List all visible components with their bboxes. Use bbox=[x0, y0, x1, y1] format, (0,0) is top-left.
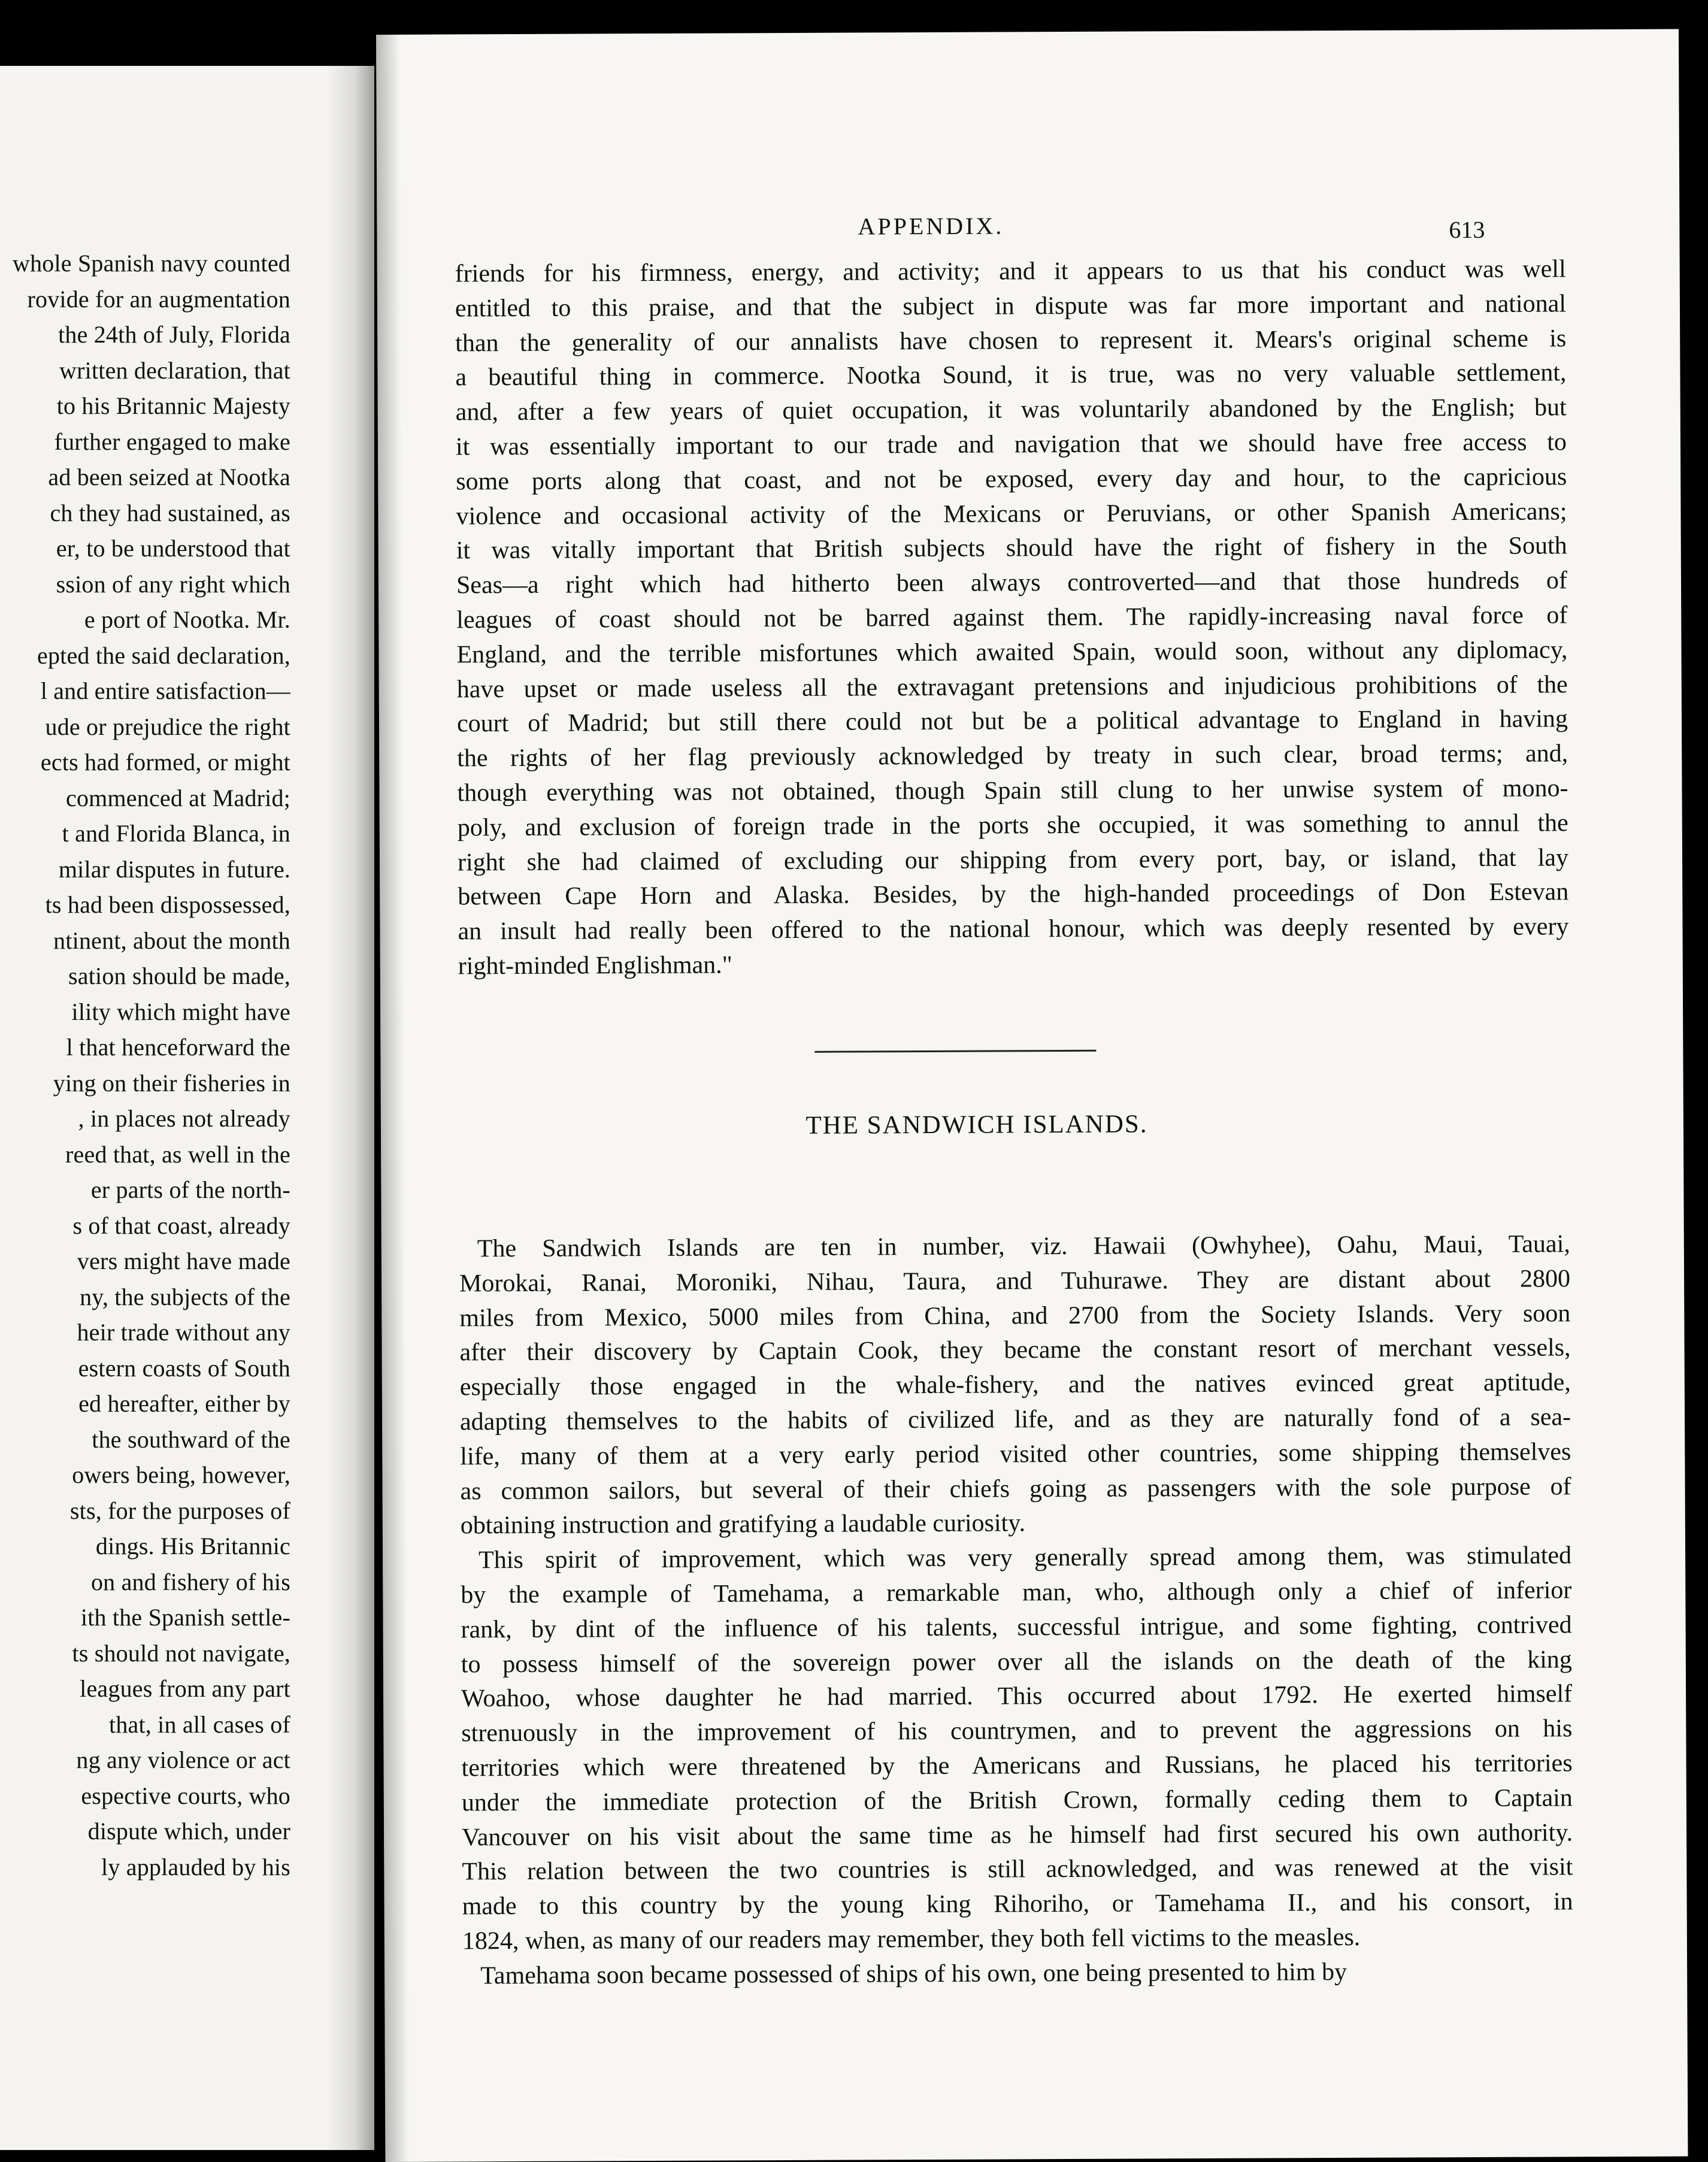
text-line: adapting themselves to the habits of civilized life, and as they are naturally fond of a sea- bbox=[460, 1403, 1571, 1436]
quotation-paragraph bbox=[455, 252, 1569, 984]
left-page-line: sts, for the purposes of bbox=[69, 1497, 290, 1524]
text-line: between Cape Horn and Alaska. Besides, by the high-handed proceedings of Don Estevan bbox=[458, 878, 1569, 911]
text-line: an insult had really been offered to the national honour, which was deeply resented by every bbox=[458, 913, 1569, 946]
left-page-line: the 24th of July, Florida bbox=[58, 321, 290, 348]
text-line: court of Madrid; but still there could not but be a political advantage to England in having bbox=[456, 705, 1568, 738]
left-page-line: er parts of the north- bbox=[90, 1176, 290, 1203]
text-line: violence and occasional activity of the Mexicans or Peruvians, or other Spanish Americans; bbox=[456, 497, 1567, 531]
left-page-line: ad been seized at Nootka bbox=[48, 464, 290, 490]
left-page-line: further engaged to make bbox=[54, 428, 290, 455]
left-page-line: , in places not already bbox=[78, 1105, 290, 1132]
text-line: strenuously in the improvement of his countrymen, and to prevent the aggressions on his bbox=[461, 1715, 1573, 1748]
text-line: Seas—a right which had hitherto been always controverted—and that those hundreds of bbox=[456, 567, 1568, 599]
left-page-line: ts should not navigate, bbox=[72, 1639, 290, 1667]
left-page-line: commenced at Madrid; bbox=[66, 784, 290, 811]
left-page-line: ssion of any right which bbox=[56, 570, 290, 598]
text-line: the rights of her flag previously acknowledged by treaty in such clear, broad terms; and, bbox=[457, 740, 1568, 773]
left-page-line: ch they had sustained, as bbox=[50, 499, 290, 526]
text-line: leagues of coast should not be barred against them. The rapidly-increasing naval force of bbox=[456, 601, 1568, 634]
left-page-line: ntinent, about the month bbox=[53, 926, 290, 954]
left-page-text bbox=[0, 246, 290, 1885]
text-line: to possess himself of the sovereign power over all the islands on the death of the king bbox=[461, 1645, 1572, 1678]
text-line: some ports along that coast, and not be exposed, every day and hour, to the capricious bbox=[456, 463, 1567, 496]
left-page-line: the southward of the bbox=[92, 1425, 290, 1453]
text-line: it was vitally important that British subjects should have the right of fishery in the South bbox=[456, 532, 1567, 565]
text-line: This spirit of improvement, which was very generally spread among them, was stimulated bbox=[479, 1542, 1572, 1574]
left-page-line: ility which might have bbox=[71, 998, 290, 1025]
page-number: 613 bbox=[1449, 216, 1485, 244]
left-page-line: er, to be understood that bbox=[56, 535, 290, 562]
left-page-line: reed that, as well in the bbox=[65, 1140, 290, 1168]
left-page-line: that, in all cases of bbox=[109, 1710, 290, 1738]
left-page-line: heir trade without any bbox=[77, 1319, 290, 1346]
text-line: life, many of them at a very early period visited other countries, some shipping themselves bbox=[460, 1438, 1571, 1471]
text-line: Morokai, Ranai, Moroniki, Nihau, Taura, and Tuhurawe. They are distant about 2800 bbox=[459, 1265, 1571, 1298]
left-page-line: s of that coast, already bbox=[72, 1212, 290, 1239]
text-line: though everything was not obtained, though Spain still clung to her unwise system of mono- bbox=[457, 774, 1568, 807]
text-line: it was essentially important to our trade and navigation that we should have free access to bbox=[455, 428, 1567, 461]
gutter-shadow bbox=[326, 66, 374, 2150]
text-line: and, after a few years of quiet occupation, it was voluntarily abandoned by the English; but bbox=[455, 393, 1567, 426]
left-page-line: estern coasts of South bbox=[78, 1354, 290, 1382]
left-page-line: ying on their fisheries in bbox=[53, 1069, 290, 1097]
left-page-line: ly applauded by his bbox=[101, 1853, 290, 1881]
left-page-line: to his Britannic Majesty bbox=[56, 392, 290, 419]
left-page-line: written declaration, that bbox=[59, 356, 290, 384]
left-page-line: e port of Nootka. Mr. bbox=[84, 606, 290, 633]
left-page bbox=[0, 66, 374, 2150]
left-page-line: dings. His Britannic bbox=[95, 1533, 290, 1560]
text-line: Tamehama soon became possessed of ships of his own, one being presented to him by bbox=[480, 1958, 1347, 1990]
page-edge bbox=[376, 35, 409, 2162]
text-line: right she had claimed of excluding our shipping from every port, bay, or island, that lay bbox=[457, 843, 1569, 876]
section-body bbox=[459, 1227, 1574, 1994]
section-title: THE SANDWICH ISLANDS. bbox=[805, 1110, 1148, 1140]
left-page-line: ith the Spanish settle- bbox=[80, 1604, 290, 1631]
text-line: Woahoo, whose daughter he had married. This occurred about 1792. He exerted himself bbox=[461, 1680, 1573, 1713]
left-page-line: espective courts, who bbox=[81, 1782, 290, 1809]
left-page-line: ects had formed, or might bbox=[40, 749, 290, 776]
section-divider bbox=[814, 1050, 1096, 1053]
text-line: a beautiful thing in commerce. Nootka Sound, it is true, was no very valuable settlement, bbox=[455, 359, 1567, 392]
text-line: have upset or made useless all the extravagant pretensions and injudicious prohibitions of the bbox=[456, 670, 1568, 703]
left-page-line: l and entire satisfaction— bbox=[40, 677, 290, 704]
left-page-line: ny, the subjects of the bbox=[80, 1283, 290, 1310]
left-page-line: vers might have made bbox=[77, 1247, 290, 1274]
left-page-line: rovide for an augmentation bbox=[27, 285, 290, 313]
text-line: miles from Mexico, 5000 miles from China, and 2700 from the Society Islands. Very soon bbox=[459, 1299, 1571, 1333]
left-page-line: ed hereafter, either by bbox=[78, 1390, 290, 1417]
text-line: 1824, when, as many of our readers may remember, they both fell victims to the measles. bbox=[462, 1923, 1361, 1955]
text-line: poly, and exclusion of foreign trade in the ports she occupied, it was something to annul the bbox=[457, 809, 1568, 842]
text-line: than the generality of our annalists have chosen to represent it. Mears's original scheme is bbox=[455, 324, 1567, 358]
text-line: Vancouver on his visit about the same time as he himself had first secured his own authority. bbox=[462, 1818, 1573, 1851]
text-line: rank, by dint of the influence of his talents, successful intrigue, and some fighting, contrived bbox=[461, 1611, 1572, 1644]
left-page-line: epted the said declaration, bbox=[37, 641, 290, 669]
text-line: under the immediate protection of the British Crown, formally ceding them to Captain bbox=[461, 1784, 1573, 1817]
left-page-line: ts had been dispossessed, bbox=[45, 891, 290, 918]
running-head: APPENDIX. bbox=[858, 212, 1004, 240]
text-line: as common sailors, but several of their chiefs going as passengers with the sole purpose of bbox=[460, 1472, 1571, 1505]
left-page-line: t and Florida Blanca, in bbox=[62, 820, 290, 847]
text-line: right-minded Englishman." bbox=[458, 951, 732, 980]
text-line: obtaining instruction and gratifying a laudable curiosity. bbox=[460, 1509, 1026, 1540]
text-line: The Sandwich Islands are ten in number, viz. Hawaii (Owhyhee), Oahu, Maui, Tauai, bbox=[477, 1230, 1570, 1263]
text-line: made to this country by the young king Rihoriho, or Tamehama II., and his consort, in bbox=[462, 1888, 1573, 1921]
left-page-line: milar disputes in future. bbox=[58, 855, 290, 883]
text-line: This relation between the two countries is still acknowledged, and was renewed at the visit bbox=[462, 1853, 1573, 1886]
left-page-line: l that henceforward the bbox=[66, 1034, 290, 1061]
text-line: England, and the terrible misfortunes which awaited Spain, would soon, without any diplomacy, bbox=[456, 636, 1568, 669]
right-page bbox=[376, 29, 1688, 2162]
text-line: by the example of Tamehama, a remarkable man, who, although only a chief of inferior bbox=[461, 1576, 1572, 1609]
text-line: especially those engaged in the whale-fishery, and the natives evinced great aptitude, bbox=[459, 1368, 1571, 1401]
left-page-line: ng any violence or act bbox=[76, 1746, 290, 1773]
left-page-line: sation should be made, bbox=[68, 962, 290, 989]
left-page-line: leagues from any part bbox=[80, 1675, 290, 1702]
text-line: entitled to this praise, and that the subject in dispute was far more important and national bbox=[455, 290, 1567, 323]
text-line: territories which were threatened by the Americans and Russians, he placed his territories bbox=[461, 1749, 1573, 1782]
left-page-line: on and fishery of his bbox=[90, 1568, 290, 1595]
left-page-line: owers being, however, bbox=[72, 1461, 290, 1488]
left-page-line: ude or prejudice the right bbox=[45, 713, 290, 740]
text-line: after their discovery by Captain Cook, they became the constant resort of merchant vessels, bbox=[459, 1334, 1571, 1367]
left-page-line: dispute which, under bbox=[87, 1818, 290, 1845]
text-line: friends for his firmness, energy, and activity; and it appears to us that his conduct was well bbox=[455, 255, 1566, 288]
left-page-line: whole Spanish navy counted bbox=[12, 250, 290, 277]
